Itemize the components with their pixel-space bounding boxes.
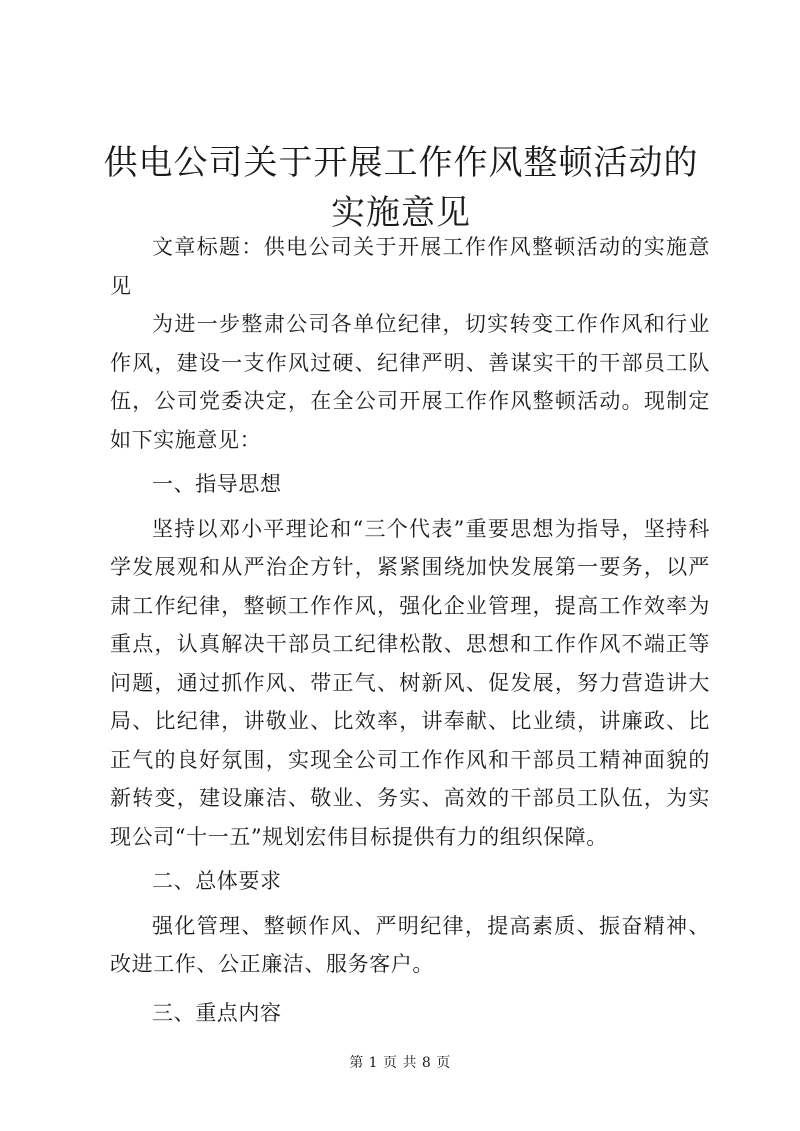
page-number-footer: 第 1 页 共 8 页 <box>349 1055 451 1071</box>
section-paragraph-overall-requirements: 强化管理、整顿作风、严明纪律，提高素质、振奋精神、改进工作、公正廉洁、服务客户。 <box>110 913 710 976</box>
section-paragraph-guiding-thought: 坚持以邓小平理论和“三个代表”重要思想为指导，坚持科学发展观和从严治企方针，紧紧围绕加快发展第一要务，以严肃工作纪律，整顿工作作风，强化企业管理，提高工作效率为重点，认真解决干部员工纪律松散、思想和工作作风不端正等问题，通过抓作风、带正气、树新风、促发展，努力营造讲大局、比纪律，讲敬业、比效率，讲奉献、比业绩，讲廉政、比正气的良好氛围，实现全公司工作作风和干部员工精神面貌的新转变，建设廉洁、敬业、务实、高效的干部员工队伍，为实现公司“十一五”规划宏伟目标提供有力的组织保障。 <box>110 516 710 849</box>
intro-paragraph: 为进一步整肃公司各单位纪律，切实转变工作作风和行业作风，建设一支作风过硬、纪律严明、善谋实干的干部员工队伍，公司党委决定，在全公司开展工作作风整顿活动。现制定如下实施意见： <box>110 312 710 452</box>
document-body <box>110 228 710 1032</box>
section-heading-guiding-thought: 一、指导思想 <box>152 472 282 496</box>
article-title-line: 文章标题：供电公司关于开展工作作风整顿活动的实施意见 <box>110 235 710 298</box>
document-title: 供电公司关于开展工作作风整顿活动的实施意见 <box>103 143 699 233</box>
section-heading-overall-requirements: 二、总体要求 <box>152 869 282 893</box>
section-heading-key-content: 三、重点内容 <box>152 1000 282 1025</box>
